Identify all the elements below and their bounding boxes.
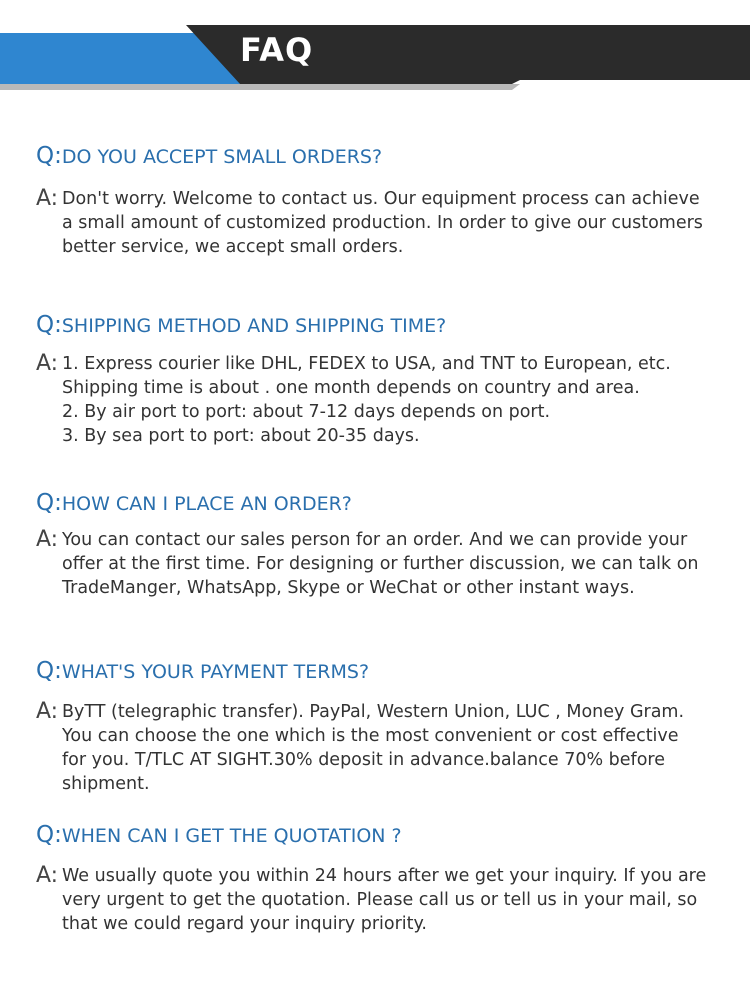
question-row bbox=[36, 312, 716, 338]
answer-row bbox=[36, 864, 716, 936]
question-prefix: Q: bbox=[36, 312, 62, 338]
answer-line: 3. By sea port to port: about 20-35 days. bbox=[62, 426, 420, 446]
question-prefix: Q: bbox=[36, 143, 62, 169]
question-row bbox=[36, 490, 716, 516]
answer-row bbox=[36, 352, 716, 448]
answer-line: Shipping time is about . one month depends on country and area. bbox=[62, 378, 640, 398]
banner-shadow bbox=[0, 84, 520, 90]
answer-line: for you. T/TLC AT SIGHT.30% deposit in advance.balance 70% before bbox=[62, 750, 666, 770]
answer-row bbox=[36, 528, 716, 600]
faq-item-shipping bbox=[36, 312, 716, 448]
faq-item-small-orders bbox=[36, 143, 716, 259]
answer-line: Don't worry. Welcome to contact us. Our equipment process can achieve bbox=[62, 189, 700, 209]
answer-text bbox=[62, 528, 702, 600]
answer-row bbox=[36, 187, 716, 259]
question-prefix: Q: bbox=[36, 490, 62, 516]
answer-line: a small amount of customized production. In order to give our customers bbox=[62, 213, 703, 233]
answer-line: shipment. bbox=[62, 774, 150, 794]
page-title: FAQ bbox=[240, 31, 314, 69]
faq-header-banner bbox=[0, 0, 750, 100]
question-text: WHAT'S YOUR PAYMENT TERMS? bbox=[61, 661, 370, 683]
answer-text bbox=[62, 864, 707, 936]
banner-graphic bbox=[0, 0, 750, 100]
answer-line: that we could regard your inquiry priority. bbox=[62, 914, 427, 934]
question-text: WHEN CAN I GET THE QUOTATION ? bbox=[61, 825, 402, 847]
question-prefix: Q: bbox=[36, 658, 62, 684]
answer-line: We usually quote you within 24 hours after we get your inquiry. If you are bbox=[62, 866, 707, 886]
question-row bbox=[36, 822, 716, 848]
answer-line: better service, we accept small orders. bbox=[62, 237, 404, 257]
answer-line: 2. By air port to port: about 7-12 days depends on port. bbox=[62, 402, 551, 422]
answer-line: offer at the first time. For designing or further discussion, we can talk on bbox=[62, 554, 699, 574]
answer-prefix: A: bbox=[36, 186, 59, 211]
answer-prefix: A: bbox=[36, 699, 59, 724]
question-text: DO YOU ACCEPT SMALL ORDERS? bbox=[61, 146, 383, 168]
question-prefix: Q: bbox=[36, 822, 62, 848]
answer-prefix: A: bbox=[36, 351, 59, 376]
answer-prefix: A: bbox=[36, 863, 59, 888]
answer-line: ByTT (telegraphic transfer). PayPal, Western Union, LUC , Money Gram. bbox=[62, 702, 685, 722]
answer-line: You can contact our sales person for an order. And we can provide your bbox=[62, 530, 688, 550]
answer-prefix: A: bbox=[36, 527, 59, 552]
answer-line: very urgent to get the quotation. Please call us or tell us in your mail, so bbox=[62, 890, 698, 910]
faq-item-quotation bbox=[36, 822, 716, 936]
question-row bbox=[36, 658, 716, 684]
faq-item-place-order bbox=[36, 490, 716, 600]
answer-text bbox=[62, 352, 702, 448]
answer-text bbox=[62, 700, 702, 796]
faq-item-payment bbox=[36, 658, 716, 796]
answer-line: You can choose the one which is the most convenient or cost effective bbox=[62, 726, 679, 746]
question-text: SHIPPING METHOD AND SHIPPING TIME? bbox=[61, 315, 447, 337]
answer-line: 1. Express courier like DHL, FEDEX to USA, and TNT to European, etc. bbox=[62, 354, 671, 374]
answer-line: TradeManger, WhatsApp, Skype or WeChat or other instant ways. bbox=[62, 578, 635, 598]
question-text: HOW CAN I PLACE AN ORDER? bbox=[61, 493, 352, 515]
answer-row bbox=[36, 700, 716, 796]
question-row bbox=[36, 143, 716, 169]
answer-text bbox=[62, 187, 702, 259]
